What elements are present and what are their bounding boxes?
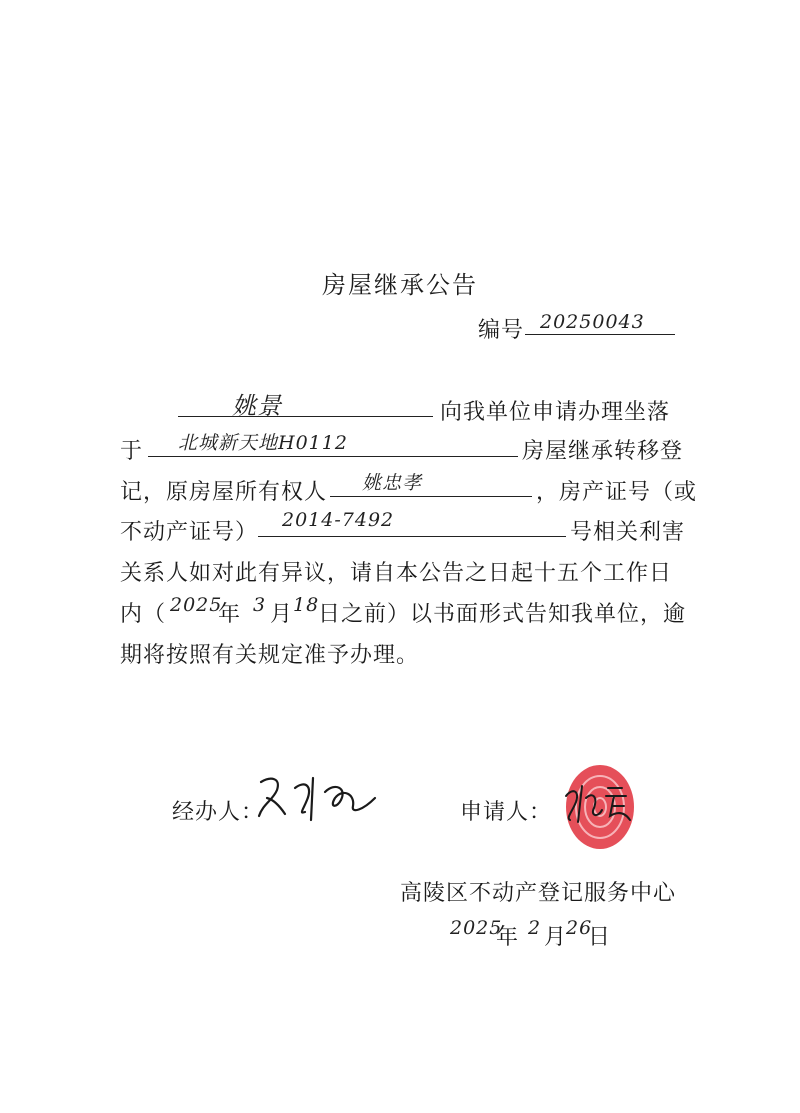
number-label: 编号 — [478, 318, 525, 343]
body-line-2-prefix: 于 — [120, 439, 144, 464]
number-value: 20250043 — [540, 311, 645, 333]
owner-underline — [330, 496, 532, 497]
body-line-7: 期将按照有关规定准予办理。 — [120, 643, 420, 668]
deadline-year: 2025 — [170, 594, 223, 616]
applicant-signature-image — [562, 778, 634, 828]
applicant-label: 申请人： — [460, 800, 553, 825]
deadline-month-char: 月 — [270, 602, 294, 627]
address-underline — [148, 456, 518, 457]
issue-month: 2 — [528, 917, 542, 939]
body-line-3-suffix: ，房产证号（或 — [536, 480, 698, 505]
owner-handwritten: 姚忠孝 — [362, 472, 423, 494]
deadline-year-char: 年 — [218, 602, 242, 627]
issue-day-char: 日 — [588, 925, 612, 950]
issue-year: 2025 — [450, 917, 503, 939]
body-line-4-prefix: 不动产证号） — [120, 520, 259, 545]
body-line-6-prefix: 内（ — [120, 602, 167, 627]
handler-label: 经办人： — [172, 800, 265, 825]
issue-month-char: 月 — [544, 925, 568, 950]
issuer-name: 高陵区不动产登记服务中心 — [400, 881, 677, 906]
deadline-month: 3 — [253, 594, 267, 616]
page-title: 房屋继承公告 — [322, 271, 478, 299]
issue-day: 26 — [566, 917, 593, 939]
applicant-underline — [178, 416, 433, 417]
body-line-4-suffix: 号相关利害 — [570, 520, 686, 545]
body-line-6-suffix: 日之前）以书面形式告知我单位，逾 — [318, 602, 687, 627]
address-handwritten: 北城新天地H0112 — [178, 432, 348, 454]
deadline-day: 18 — [293, 594, 320, 616]
certificate-underline — [258, 536, 566, 537]
certificate-no-handwritten: 2014-7492 — [282, 509, 395, 531]
body-line-2-suffix: 房屋继承转移登 — [522, 439, 684, 464]
applicant-name-handwritten: 姚景 — [232, 392, 282, 420]
body-line-5: 关系人如对此有异议，请自本公告之日起十五个工作日 — [120, 561, 673, 586]
number-underline — [525, 334, 675, 335]
issue-year-char: 年 — [496, 925, 520, 950]
body-line-1: 向我单位申请办理坐落 — [440, 400, 671, 425]
body-line-3-prefix: 记，原房屋所有权人 — [120, 480, 328, 505]
handler-signature-image — [255, 768, 385, 828]
